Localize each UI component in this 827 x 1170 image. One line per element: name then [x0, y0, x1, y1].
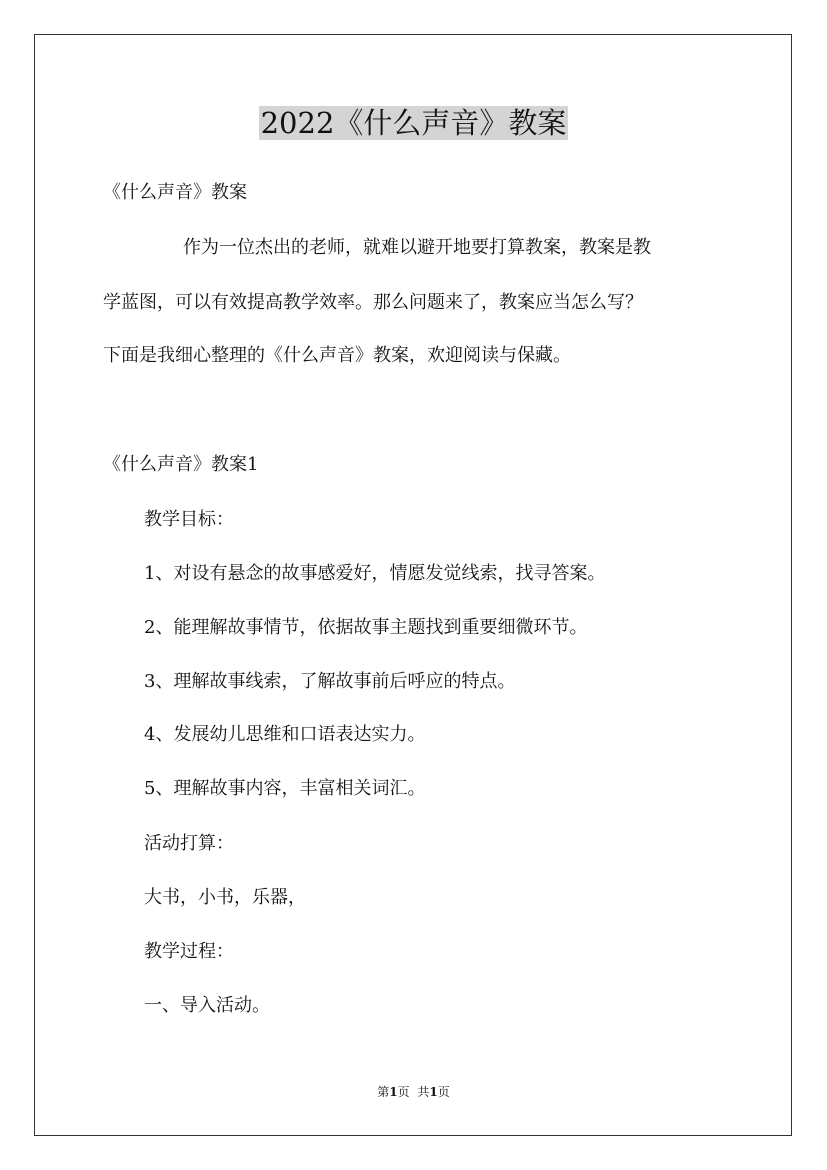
- body-line-5: 4、发展幼儿思维和口语表达实力。: [144, 724, 426, 745]
- body-line-2: 1、对设有悬念的故事感爱好，情愿发觉线索，找寻答案。: [144, 563, 606, 584]
- body-line-1: 教学目标：: [144, 509, 234, 530]
- footer-total-prefix: 共: [417, 1085, 430, 1099]
- intro-line-3: 下面是我细心整理的《什么声音》教案，欢迎阅读与保藏。: [103, 345, 571, 366]
- footer-page-prefix: 第: [377, 1085, 390, 1099]
- footer-total-pages: 1: [429, 1085, 438, 1099]
- body-line-4: 3、理解故事线索，了解故事前后呼应的特点。: [144, 671, 516, 692]
- footer-total-suffix: 页: [437, 1085, 450, 1099]
- section-heading: 《什么声音》教案1: [103, 454, 259, 475]
- intro-line-2: 学蓝图，可以有效提高教学效率。那么问题来了，教案应当怎么写？: [103, 292, 643, 313]
- body-line-10: 一、导入活动。: [144, 995, 270, 1016]
- body-line-3: 2、能理解故事情节，依据故事主题找到重要细微环节。: [144, 617, 588, 638]
- body-line-6: 5、理解故事内容，丰富相关词汇。: [144, 778, 426, 799]
- body-line-9: 教学过程：: [144, 941, 234, 962]
- body-line-7: 活动打算：: [144, 833, 234, 854]
- body-line-8: 大书，小书，乐器，: [144, 887, 306, 908]
- footer-page-suffix: 页: [397, 1085, 410, 1099]
- page-footer: [0, 1084, 827, 1100]
- document-title-text: 2022《什么声音》教案: [260, 106, 567, 140]
- footer-page-number: 1: [389, 1085, 398, 1099]
- intro-line-1: 作为一位杰出的老师，就难以避开地要打算教案，教案是教: [183, 237, 651, 258]
- document-subtitle: 《什么声音》教案: [103, 182, 247, 203]
- document-title: [0, 103, 827, 143]
